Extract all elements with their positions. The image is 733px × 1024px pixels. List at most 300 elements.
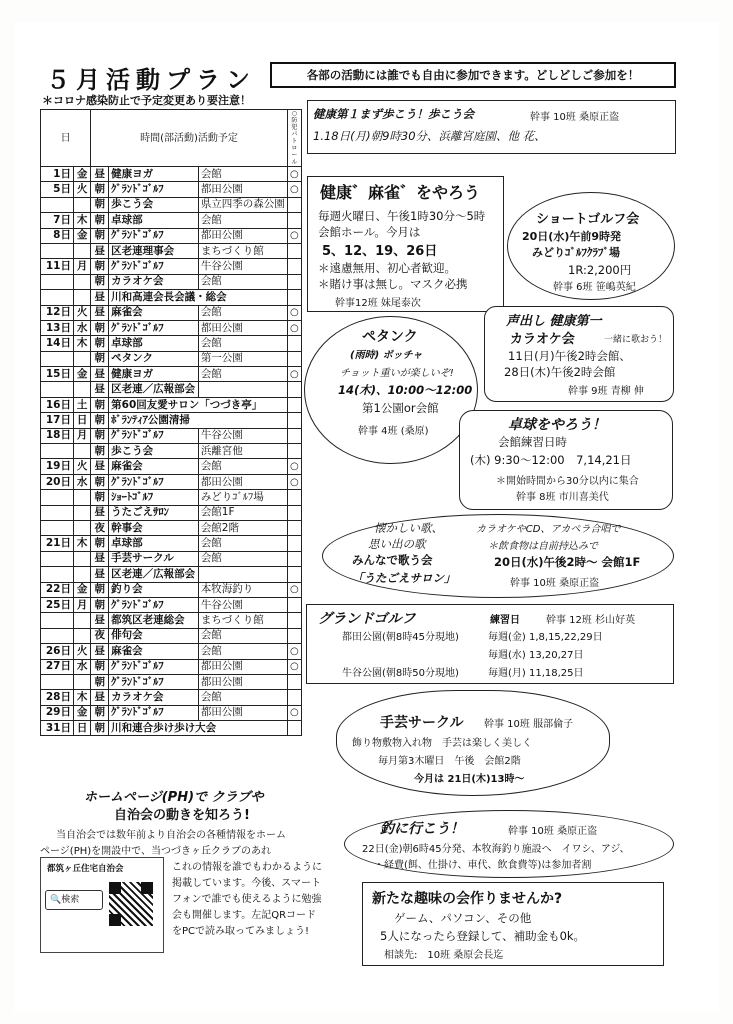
table-row <box>41 305 302 320</box>
row-weekday: 木 <box>73 536 90 551</box>
mahjong-dates: 5、12、19、26日 <box>322 244 438 259</box>
row-time: 朝 <box>91 182 109 197</box>
row-weekday: 木 <box>73 336 90 351</box>
table-row <box>41 551 302 566</box>
row-place: 都田公園 <box>198 228 287 243</box>
row-patrol: ○ <box>287 367 301 382</box>
row-weekday: 水 <box>73 659 90 674</box>
row-place: 牛谷公園 <box>198 597 287 612</box>
karaoke-l2: 28日(木)午後2時会館 <box>504 365 616 379</box>
row-activity: 手芸サークル <box>109 551 199 566</box>
table-row <box>41 367 302 382</box>
row-weekday: 木 <box>73 690 90 705</box>
groundgolf-manager: 幹事 12班 杉山好英 <box>546 615 636 626</box>
groundgolf-w1: 毎週(金) 1,8,15,22,29日 <box>488 632 603 643</box>
row-date: 16日 <box>41 397 74 412</box>
covid-note: ＊コロナ感染防止で予定変更あり要注意！ <box>42 94 251 107</box>
pingpong-l2: (木) 9:30～12:00 7,14,21日 <box>470 453 632 467</box>
row-date: 18日 <box>41 428 74 443</box>
row-time: 朝 <box>91 474 109 489</box>
row-patrol <box>287 382 301 397</box>
mahjong-l2: 会館ホール。今月は <box>318 225 421 239</box>
table-row <box>41 197 302 212</box>
row-patrol: ○ <box>287 167 301 182</box>
table-row <box>41 259 302 274</box>
hp-p3: これの情報を誰でもわかるように <box>172 862 322 873</box>
row-date <box>41 490 74 505</box>
crafts-manager: 幹事 10班 服部倫子 <box>484 719 574 730</box>
row-patrol: ○ <box>287 320 301 335</box>
row-patrol <box>287 597 301 612</box>
row-activity: カラオケ会 <box>109 690 199 705</box>
row-date: 8日 <box>41 228 74 243</box>
row-weekday <box>73 551 90 566</box>
row-time: 昼 <box>91 613 109 628</box>
row-activity: 区老連／広報部会 <box>109 567 199 582</box>
row-date: 28日 <box>41 690 74 705</box>
row-patrol <box>287 351 301 366</box>
hp-p6: 会も開催します。左記QRコード <box>172 910 317 921</box>
utagoe-r2: ＊飲食物は自前持込みで <box>488 541 598 552</box>
groundgolf-title: グランドゴルフ <box>318 611 416 627</box>
shortgolf-l3: 1R:2,200円 <box>568 263 632 277</box>
row-activity: 第60回友愛サロン「つづき亭」 <box>109 397 288 412</box>
row-patrol <box>287 197 301 212</box>
row-activity: 健康ヨガ <box>109 367 199 382</box>
row-time: 昼 <box>91 305 109 320</box>
table-row <box>41 382 302 397</box>
hobby-l1: ゲーム、パソコン、その他 <box>394 911 532 925</box>
row-weekday: 金 <box>73 582 90 597</box>
row-patrol <box>287 413 301 428</box>
row-weekday <box>73 613 90 628</box>
row-weekday: 日 <box>73 413 90 428</box>
row-weekday <box>73 567 90 582</box>
row-patrol <box>287 428 301 443</box>
row-date <box>41 274 74 289</box>
row-date: 13日 <box>41 320 74 335</box>
row-patrol: ○ <box>287 182 301 197</box>
row-time: 朝 <box>91 536 109 551</box>
row-time: 昼 <box>91 382 109 397</box>
petanque-l2: 14(木)、10:00～12:00 <box>338 383 473 397</box>
row-patrol <box>287 397 301 412</box>
table-row <box>41 274 302 289</box>
row-patrol <box>287 674 301 689</box>
row-activity: 麻雀会 <box>109 459 199 474</box>
shortgolf-manager: 幹事 6班 笹嶋英紀 <box>553 282 636 293</box>
row-time: 昼 <box>91 367 109 382</box>
row-place: 会館 <box>198 305 287 320</box>
fishing-l2: ・経費(餌、仕掛け、車代、飲食費等)は参加者割 <box>374 860 592 871</box>
row-weekday: 金 <box>73 167 90 182</box>
table-row <box>41 290 302 305</box>
row-weekday <box>73 243 90 258</box>
row-place: みどりｺﾞﾙﾌ場 <box>198 490 287 505</box>
table-row <box>41 351 302 366</box>
utagoe-l1: 懐かしい歌、 <box>374 521 443 535</box>
row-patrol <box>287 213 301 228</box>
row-time: 朝 <box>91 582 109 597</box>
row-place: 会館 <box>198 367 287 382</box>
table-row <box>41 428 302 443</box>
row-patrol: ○ <box>287 305 301 320</box>
table-row <box>41 659 302 674</box>
row-activity: 都筑区老連総会 <box>109 613 199 628</box>
table-row <box>41 628 302 643</box>
row-weekday <box>73 382 90 397</box>
row-place: 浜離宮他 <box>198 444 287 459</box>
table-row <box>41 567 302 582</box>
row-patrol: ○ <box>287 705 301 720</box>
row-activity: ｸﾞﾗﾝﾄﾞｺﾞﾙﾌ <box>109 182 199 197</box>
table-row <box>41 474 302 489</box>
row-patrol <box>287 490 301 505</box>
row-place: 会館 <box>198 459 287 474</box>
row-weekday: 水 <box>73 474 90 489</box>
row-date <box>41 505 74 520</box>
row-time: 朝 <box>91 413 109 428</box>
row-patrol: ○ <box>287 228 301 243</box>
utagoe-l4: 「うたごえサロン」 <box>352 571 456 585</box>
row-patrol <box>287 690 301 705</box>
row-patrol <box>287 567 301 582</box>
header-patrol: ○防犯パトロール <box>287 110 301 167</box>
row-weekday: 金 <box>73 228 90 243</box>
row-weekday: 火 <box>73 644 90 659</box>
row-date: 25日 <box>41 597 74 612</box>
row-time: 朝 <box>91 428 109 443</box>
table-row <box>41 674 302 689</box>
row-date <box>41 551 74 566</box>
row-date: 21日 <box>41 536 74 551</box>
row-date <box>41 197 74 212</box>
row-time: 朝 <box>91 228 109 243</box>
row-time: 朝 <box>91 705 109 720</box>
row-place: 都田公園 <box>198 705 287 720</box>
row-place: 会館 <box>198 644 287 659</box>
row-date: 29日 <box>41 705 74 720</box>
table-row <box>41 320 302 335</box>
row-activity: ペタンク <box>109 351 199 366</box>
hp-title2: 自治会の動きを知ろう! <box>114 808 250 823</box>
qr-code[interactable] <box>109 882 153 926</box>
karaoke-sub2: 一緒に歌おう！ <box>604 335 668 345</box>
row-activity: 健康ヨガ <box>109 167 199 182</box>
row-weekday: 金 <box>73 367 90 382</box>
row-weekday: 金 <box>73 705 90 720</box>
fishing-manager: 幹事 10班 桑原正盗 <box>508 826 598 837</box>
row-time: 朝 <box>91 674 109 689</box>
table-row <box>41 536 302 551</box>
row-activity: ﾎﾞﾗﾝﾃｨｱ公園清掃 <box>109 413 288 428</box>
table-row <box>41 336 302 351</box>
hp-p7: をPCで読み取ってみましょう! <box>172 926 310 937</box>
table-row <box>41 597 302 612</box>
row-time: 朝 <box>91 336 109 351</box>
row-date: 5日 <box>41 182 74 197</box>
utagoe-r3: 20日(水)午後2時～ 会館1F <box>494 555 641 569</box>
row-time: 朝 <box>91 397 109 412</box>
row-weekday: 月 <box>73 597 90 612</box>
row-date: 20日 <box>41 474 74 489</box>
pingpong-l1: 会館練習日時 <box>498 435 567 449</box>
row-date <box>41 444 74 459</box>
row-activity: 川和高連会長会議・総会 <box>109 290 288 305</box>
row-activity: ｸﾞﾗﾝﾄﾞｺﾞﾙﾌ <box>109 474 199 489</box>
hobby-title: 新たな趣味の会作りませんか? <box>372 891 563 907</box>
row-patrol: ○ <box>287 659 301 674</box>
row-patrol <box>287 505 301 520</box>
table-row <box>41 644 302 659</box>
row-weekday: 土 <box>73 397 90 412</box>
search-icon: 🔍 <box>50 895 62 905</box>
hp-p4: 掲載しています。今後、スマート <box>172 878 321 889</box>
row-date: 15日 <box>41 367 74 382</box>
row-place: 会館 <box>198 536 287 551</box>
row-weekday <box>73 674 90 689</box>
row-time: 朝 <box>91 320 109 335</box>
table-row <box>41 705 302 720</box>
row-weekday <box>73 290 90 305</box>
row-time: 朝 <box>91 351 109 366</box>
karaoke-title: 声出し 健康第一 <box>506 314 602 329</box>
row-time: 朝 <box>91 259 109 274</box>
row-patrol: ○ <box>287 474 301 489</box>
row-place: 本牧海釣り <box>198 582 287 597</box>
hp-p5: フォンで誰でも使えるように勉強 <box>172 894 322 905</box>
walk-line: 1.18日(月)朝9時30分、浜離宮庭園、他 花、 <box>313 129 546 143</box>
table-row <box>41 397 302 412</box>
table-row <box>41 520 302 535</box>
row-patrol <box>287 613 301 628</box>
karaoke-sub: カラオケ会 <box>510 332 575 347</box>
hobby-l3: 相談先: 10班 桑原会長迄 <box>384 950 504 961</box>
walk-manager: 幹事 10班 桑原正盗 <box>530 112 620 123</box>
row-place: 会館 <box>198 274 287 289</box>
row-place <box>198 567 287 582</box>
row-patrol <box>287 536 301 551</box>
row-activity: ｸﾞﾗﾝﾄﾞｺﾞﾙﾌ <box>109 597 199 612</box>
table-row <box>41 167 302 182</box>
row-weekday <box>73 505 90 520</box>
row-place: 会館1F <box>198 505 287 520</box>
header-day: 日 <box>41 110 91 167</box>
row-patrol <box>287 628 301 643</box>
row-time: 夜 <box>91 520 109 535</box>
crafts-l3: 今月は 21日(木)13時～ <box>414 774 525 785</box>
row-activity: ｸﾞﾗﾝﾄﾞｺﾞﾙﾌ <box>109 228 199 243</box>
row-weekday: 火 <box>73 182 90 197</box>
row-patrol: ○ <box>287 644 301 659</box>
row-place: まちづくり館 <box>198 243 287 258</box>
row-patrol <box>287 336 301 351</box>
row-activity: 卓球部 <box>109 213 199 228</box>
row-place: 都田公園 <box>198 320 287 335</box>
row-time: 昼 <box>91 290 109 305</box>
table-row <box>41 582 302 597</box>
row-time: 朝 <box>91 444 109 459</box>
row-date: 27日 <box>41 659 74 674</box>
table-row <box>41 459 302 474</box>
row-patrol: ○ <box>287 582 301 597</box>
crafts-title: 手芸サークル <box>380 715 464 731</box>
row-activity: 釣り会 <box>109 582 199 597</box>
row-date: 19日 <box>41 459 74 474</box>
petanque-l1: チョット重いが楽しいぞ! <box>340 368 454 379</box>
row-time: 朝 <box>91 597 109 612</box>
shortgolf-l2: みどりｺﾞﾙﾌｸﾗﾌﾞ場 <box>532 246 620 259</box>
header-activity: 時間(部活動)活動予定 <box>91 110 288 167</box>
utagoe-manager: 幹事 10班 桑原正盗 <box>510 578 600 589</box>
groundgolf-w3: 毎週(月) 11,18,25日 <box>488 668 584 679</box>
row-date: 26日 <box>41 644 74 659</box>
row-patrol <box>287 551 301 566</box>
row-place: 会館 <box>198 336 287 351</box>
row-date: 7日 <box>41 213 74 228</box>
row-date: 12日 <box>41 305 74 320</box>
row-time: 昼 <box>91 644 109 659</box>
row-activity: ｸﾞﾗﾝﾄﾞｺﾞﾙﾌ <box>109 259 199 274</box>
row-activity: ｼｮｰﾄｺﾞﾙﾌ <box>109 490 199 505</box>
row-activity: 俳句会 <box>109 628 199 643</box>
row-activity: 卓球部 <box>109 536 199 551</box>
row-place: 都田公園 <box>198 674 287 689</box>
row-time: 朝 <box>91 197 109 212</box>
mahjong-l1: 毎週火曜日、午後1時30分～5時 <box>318 209 486 223</box>
groundgolf-park1: 都田公園(朝8時45分現地) <box>342 632 459 643</box>
row-activity: 麻雀会 <box>109 305 199 320</box>
row-place: 都田公園 <box>198 659 287 674</box>
search-label: 検索 <box>61 895 80 905</box>
petanque-manager: 幹事 4班 (桑原) <box>358 426 429 437</box>
row-weekday: 水 <box>73 320 90 335</box>
fishing-title: 釣に行こう！ <box>380 821 464 837</box>
row-time: 昼 <box>91 243 109 258</box>
row-date <box>41 290 74 305</box>
table-row <box>41 444 302 459</box>
row-date <box>41 243 74 258</box>
row-date <box>41 613 74 628</box>
row-date <box>41 351 74 366</box>
table-row <box>41 228 302 243</box>
hobby-l2: 5人になったら登録して、補助金も0k。 <box>380 929 586 943</box>
page-title: ５月活動プラン <box>46 66 256 94</box>
pingpong-title: 卓球をやろう！ <box>508 417 606 433</box>
utagoe-l3: みんなで歌う会 <box>352 553 433 567</box>
qr-label: 都筑ヶ丘住宅自治会 <box>47 864 124 874</box>
row-patrol <box>287 274 301 289</box>
karaoke-manager: 幹事 9班 青柳 伸 <box>568 386 644 397</box>
table-row <box>41 182 302 197</box>
table-row <box>41 213 302 228</box>
row-activity: 区老連理事会 <box>109 243 199 258</box>
row-patrol <box>287 290 301 305</box>
row-patrol <box>287 520 301 535</box>
qr-panel <box>40 857 164 953</box>
shortgolf-l1: 20日(水)午前9時発 <box>522 230 622 243</box>
row-weekday <box>73 444 90 459</box>
groundgolf-park2: 牛谷公園(朝8時50分現地) <box>342 668 459 679</box>
row-activity: 区老連／広報部会 <box>109 382 199 397</box>
table-row <box>41 490 302 505</box>
row-activity: ｸﾞﾗﾝﾄﾞｺﾞﾙﾌ <box>109 674 199 689</box>
row-time: 朝 <box>91 721 109 736</box>
row-time: 朝 <box>91 274 109 289</box>
row-activity: 幹事会 <box>109 520 199 535</box>
row-time: 昼 <box>91 167 109 182</box>
row-date <box>41 520 74 535</box>
row-date: 17日 <box>41 413 74 428</box>
karaoke-l1: 11日(月)午後2時会館、 <box>508 349 631 363</box>
table-header-row <box>41 110 302 167</box>
table-row <box>41 613 302 628</box>
groundgolf-w2: 毎週(水) 13,20,27日 <box>488 650 584 661</box>
row-date: 14日 <box>41 336 74 351</box>
row-place: まちづくり館 <box>198 613 287 628</box>
row-date: 31日 <box>41 721 74 736</box>
row-time: 昼 <box>91 551 109 566</box>
row-date: 22日 <box>41 582 74 597</box>
row-patrol <box>287 259 301 274</box>
row-activity: ｸﾞﾗﾝﾄﾞｺﾞﾙﾌ <box>109 320 199 335</box>
table-row <box>41 721 302 736</box>
row-time: 昼 <box>91 459 109 474</box>
schedule-table <box>40 109 302 736</box>
row-date <box>41 382 74 397</box>
row-patrol <box>287 721 301 736</box>
mahjong-l4: ＊賭け事は無し。マスク必携 <box>318 277 468 291</box>
row-time: 昼 <box>91 567 109 582</box>
row-date <box>41 628 74 643</box>
search-button[interactable] <box>45 890 103 910</box>
row-weekday <box>73 274 90 289</box>
petanque-sub: (雨時) ボッチャ <box>350 350 423 361</box>
row-place: 第一公園 <box>198 351 287 366</box>
utagoe-r1: カラオケやCD、アカペラ合唱で <box>476 524 621 535</box>
row-place: 会館 <box>198 628 287 643</box>
row-weekday <box>73 490 90 505</box>
row-weekday: 月 <box>73 428 90 443</box>
row-date <box>41 567 74 582</box>
mahjong-l3: ＊遠慮無用、初心者歓迎。 <box>318 261 456 275</box>
row-weekday: 日 <box>73 721 90 736</box>
row-time: 朝 <box>91 490 109 505</box>
row-place: 会館2階 <box>198 520 287 535</box>
row-place: 会館 <box>198 167 287 182</box>
row-time: 昼 <box>91 690 109 705</box>
crafts-l2: 毎月第3木曜日 午後 会館2階 <box>378 756 521 767</box>
table-row <box>41 413 302 428</box>
row-patrol: ○ <box>287 459 301 474</box>
row-place <box>198 382 287 397</box>
row-weekday: 木 <box>73 213 90 228</box>
row-activity: カラオケ会 <box>109 274 199 289</box>
row-weekday <box>73 520 90 535</box>
petanque-l3: 第1公園or会館 <box>362 401 439 415</box>
table-row <box>41 505 302 520</box>
row-activity: ｸﾞﾗﾝﾄﾞｺﾞﾙﾌ <box>109 428 199 443</box>
row-activity: 麻雀会 <box>109 644 199 659</box>
row-activity: 川和連合歩け歩け大会 <box>109 721 288 736</box>
row-activity: うたごえｻﾛﾝ <box>109 505 199 520</box>
row-patrol <box>287 243 301 258</box>
row-activity: ｸﾞﾗﾝﾄﾞｺﾞﾙﾌ <box>109 659 199 674</box>
row-weekday: 火 <box>73 459 90 474</box>
row-place: 会館 <box>198 213 287 228</box>
row-weekday <box>73 197 90 212</box>
row-date: 1日 <box>41 167 74 182</box>
